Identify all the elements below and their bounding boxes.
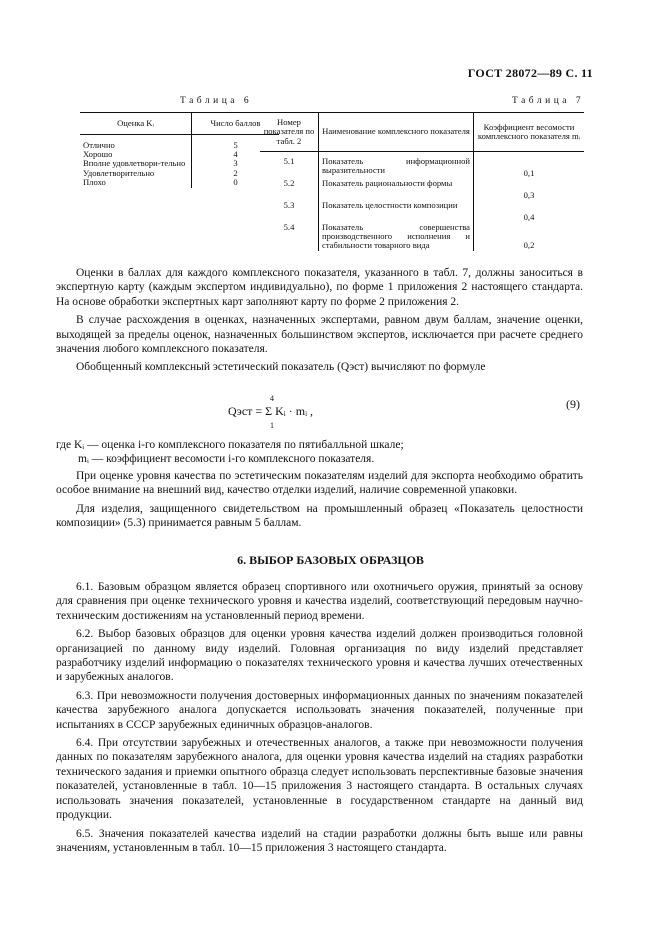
table-row — [260, 179, 584, 201]
section-title: 6. ВЫБОР БАЗОВЫХ ОБРАЗЦОВ — [237, 553, 424, 567]
section-item: 6.3. При невозможности получения достоверных информационных данных по значениям показателей качества зарубежного аналога допускается использовать значения показателей, полученные при испытаниях в СССР зарубежных единичных образцов-аналогов. — [56, 689, 583, 731]
table-row — [260, 201, 584, 223]
table6-cell-value: 2 — [233, 167, 238, 178]
table7-cell-num: 5.4 — [260, 223, 319, 251]
page-header: ГОСТ 28072—89 С. 11 — [467, 66, 593, 80]
table7-cell-num: 5.2 — [260, 179, 319, 201]
table7-caption: Таблица 7 — [512, 96, 585, 106]
table7-cell-coef: 0,2 — [523, 240, 535, 251]
table6-cell-name: Вполне удовлетвори-тельно — [80, 159, 192, 168]
table7-cell-name: Показатель совершенства производственного исполнения и стабильности товарного вида — [319, 223, 474, 251]
table-row — [260, 157, 584, 179]
paragraph: Обобщенный комплексный эстетический показатель (Qэст) вычисляют по формуле — [76, 361, 486, 374]
table6-cell-name: Хорошо — [80, 150, 192, 159]
table6-col1-header: Оценка Kᵢ — [80, 113, 192, 135]
table7-col1-header: Номер показателя по табл. 2 — [260, 113, 319, 152]
section-body — [56, 580, 583, 855]
table6-cell-name: Отлично — [80, 141, 192, 150]
body-text-block-1 — [56, 266, 583, 375]
sum-lower-limit: 1 — [270, 421, 274, 430]
sum-upper-limit: 4 — [270, 394, 274, 403]
table6-caption: Таблица 6 — [180, 96, 253, 106]
table6-cell-value: 3 — [233, 158, 238, 169]
table-row — [80, 169, 279, 178]
table7-cell-name: Показатель информационной выразительности — [319, 157, 474, 179]
where-line-1: где Kᵢ — оценка i-го комплексного показателя по пятибалльной шкале; — [56, 439, 404, 451]
formula-number: (9) — [566, 397, 580, 411]
table6-cell-name: Удовлетворительно — [80, 169, 192, 178]
table7-cell-name: Показатель рациональности формы — [319, 179, 474, 201]
table6 — [80, 112, 279, 188]
paragraph: Для изделия, защищенного свидетельством на промышленный образец «Показатель целостности композиции» (5.3) принимается равным 5 баллам. — [56, 502, 583, 530]
table-row — [80, 178, 279, 187]
section-item: 6.5. Значения показателей качества изделий на стадии разработки должны быть выше или равны значениям, установленным в табл. 10—15 приложения 3 настоящего стандарта. — [56, 827, 583, 854]
table6-cell-value: 0 — [233, 177, 238, 188]
table7 — [260, 112, 584, 251]
body-text-block-2 — [56, 438, 583, 530]
table7-col2-header: Наименование комплексного показателя — [319, 113, 474, 152]
table7-header-row — [260, 113, 584, 152]
section-item: 6.4. При отсутствии зарубежных и отечественных аналогов, а также при невозможности получения данных по показателям зарубежного аналога, для оценки уровня качества изделий на стадиях разработки технического задания и приемки опытного образца следует использовать перспективные базовые значения показателей, установленные в табл. 10—15 приложения 3 настоящего стандарта. В остальных случаях использовать значения показателей, установленные в государственном стандарте на данный вид продукции. — [56, 737, 583, 822]
table7-cell-coef: 0,4 — [523, 212, 535, 223]
formula: Qэст = Σ Kᵢ · mᵢ , — [228, 404, 314, 418]
section-item: 6.1. Базовым образцом является образец спортивного или охотничьего оружия, принятый за основу для сравнения при оценке технического уровня и качества изделий, соответствующий передовым научно-техническим достижениям на установленный период времени. — [56, 581, 583, 622]
paragraph: Оценки в баллах для каждого комплексного показателя, указанного в табл. 7, должны заноситься в экспертную карту (каждым экспертом индивидуально), по форме 1 приложения 2 настоящего стандарта. На основе обработки экспертных карт заполняют карту по форме 2 приложения 2. — [56, 267, 583, 308]
table7-cell-num: 5.3 — [260, 201, 319, 223]
table6-cell-value: 5 — [233, 139, 238, 150]
paragraph: В случае расхождения в оценках, назначенных экспертами, равном двум баллам, значение оценки, выходящей за пределы оценок, назначенных большинством экспертов, исключается при расчете среднего значения любого комплексного показателя. — [56, 314, 583, 356]
table6-cell-value: 4 — [233, 148, 238, 159]
table7-cell-coef: 0,3 — [523, 190, 535, 201]
paragraph: При оценке уровня качества по эстетическим показателям изделий для экспорта необходимо обратить особое внимание на внешний вид, качество отделки изделий, наличие современной упаковки. — [56, 469, 583, 497]
table7-cell-coef: 0,1 — [523, 168, 535, 179]
table7-cell-name: Показатель целостности композиции — [319, 201, 474, 223]
table-row — [260, 223, 584, 251]
where-line-2: mᵢ — коэффициент весомости i-го комплексного показателя. — [78, 453, 375, 466]
table6-cell-name: Плохо — [80, 178, 192, 187]
table7-cell-num: 5.1 — [260, 157, 319, 179]
section-item: 6.2. Выбор базовых образцов для оценки уровня качества изделий должен производиться головной организацией по данному виду изделий. Головная организация по виду изделий представляет разработчику изделий информацию о показателях технического уровня и качества лучших отечественных и зарубежных аналогов. — [56, 628, 583, 684]
table7-col3-header: Коэффициент весомости комплексного показателя mᵢ — [474, 113, 585, 152]
table6-header-row — [80, 113, 279, 135]
table6-col2-header: Число баллов — [192, 113, 280, 135]
